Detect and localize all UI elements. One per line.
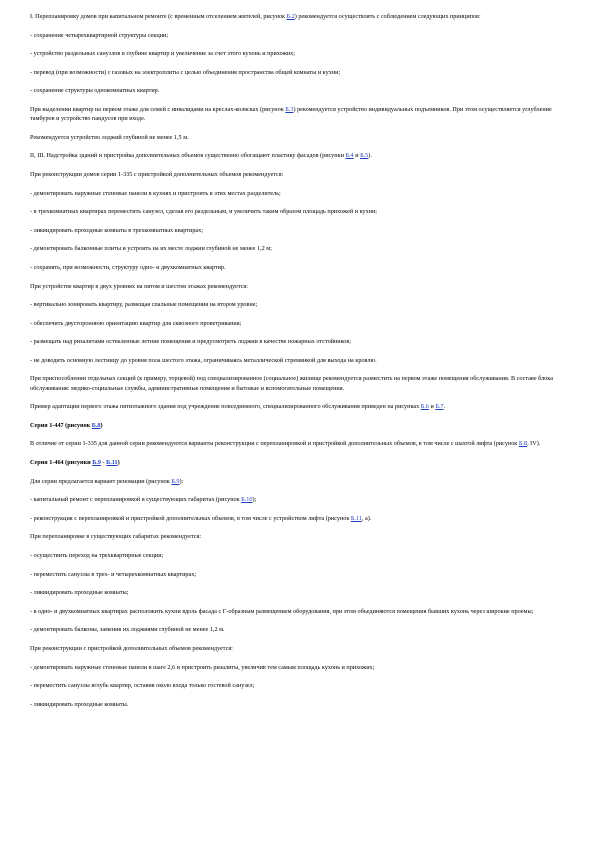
figure-link[interactable]: Б.2 bbox=[286, 13, 295, 20]
text-run: - перевод (при возможности) с газовых на электроплиты с целью объединения пространства общей комнаты и кухни; bbox=[30, 68, 341, 76]
paragraph bbox=[30, 356, 565, 365]
paragraph bbox=[30, 12, 565, 21]
paragraph bbox=[30, 244, 565, 253]
paragraph bbox=[30, 588, 565, 597]
text-run: - переместить санузлы в трех- и четырехкомнатных квартирах; bbox=[30, 570, 197, 578]
text-run: Для серии предлагается вариант реновации (рисунок bbox=[30, 477, 172, 485]
paragraph bbox=[30, 644, 565, 653]
text-run: При устройстве квартир в двух уровнях на пятом и шестом этажах рекомендуется: bbox=[30, 282, 248, 290]
text-run: - ликвидировать проходные комнаты. bbox=[30, 700, 129, 708]
text-run: - вертикально зонировать квартиру, размещая спальные помещения на втором уровне; bbox=[30, 301, 258, 309]
figure-link[interactable]: Б.9 bbox=[92, 459, 101, 467]
text-run: - демонтировать балконные плиты и устроить на их месте лоджии глубиной не менее 1,2 м; bbox=[30, 245, 272, 253]
paragraph bbox=[30, 151, 565, 160]
text-run: ). bbox=[368, 152, 372, 160]
paragraph bbox=[30, 105, 565, 123]
paragraph bbox=[30, 532, 565, 541]
text-run: При приспособлении отдельных секций (к примеру, торцевой) под специализированное (социальное) жилище рекомендуется разместить на первом этаже помещения обслуживания. В составе блока обслуживания: медико-социальные службы, административные помещения и бытовые и вспомогательные помещения. bbox=[30, 375, 553, 392]
text-run: , IV). bbox=[527, 440, 541, 448]
text-run: ): bbox=[179, 477, 184, 485]
text-run: ) рекомендуется осуществлять с соблюдением следующих принципов: bbox=[294, 13, 481, 20]
paragraph bbox=[30, 133, 565, 142]
text-run: - bbox=[100, 459, 107, 467]
text-run: - обеспечить двустороннюю ориентацию квартир для сквозного проветривания; bbox=[30, 319, 242, 327]
figure-link[interactable]: Б.3 bbox=[285, 105, 294, 113]
text-run: II, III. Надстройка зданий и пристройка дополнительных объемов существенно обогащают пластику фасадов (рисунки bbox=[30, 152, 346, 160]
paragraph bbox=[30, 551, 565, 560]
text-run: ) bbox=[117, 459, 120, 467]
paragraph bbox=[30, 570, 565, 579]
paragraph bbox=[30, 68, 565, 77]
text-run: - сохранять, при возможности, структуру одно- и двухкомнатных квартир. bbox=[30, 263, 226, 271]
figure-link[interactable]: Б.8 bbox=[518, 440, 528, 448]
paragraph bbox=[30, 86, 565, 95]
text-run: - ликвидировать проходные комнаты в трехкомнатных квартирах; bbox=[30, 226, 203, 234]
paragraph bbox=[30, 607, 565, 616]
paragraph bbox=[30, 189, 565, 198]
text-run: - капитальный ремонт с перепланировкой в существующих габаритах (рисунок bbox=[30, 496, 242, 504]
text-run: Пример адаптации первого этажа пятиэтажного здания под учреждение повседневного, специализированного обслуживания приведен на рисунках bbox=[30, 403, 421, 411]
text-run: - размещать над ризалитами остекленные летние помещения и предусмотреть лоджии в качестве пожарных отстойников; bbox=[30, 338, 352, 346]
paragraph bbox=[30, 374, 565, 392]
text-run: - ликвидировать проходные комнаты; bbox=[30, 589, 129, 597]
figure-link[interactable]: Б.10 bbox=[241, 496, 253, 504]
text-run: - устройство раздельных санузлов в глубине квартир и увеличение за счет этого кухонь и прихожих; bbox=[30, 50, 295, 58]
text-run: ) bbox=[100, 421, 103, 429]
text-run: , а). bbox=[361, 514, 372, 522]
text-run: ); bbox=[252, 496, 257, 504]
paragraph bbox=[30, 402, 565, 411]
paragraph bbox=[30, 337, 565, 346]
paragraph bbox=[30, 319, 565, 328]
text-run: - демонтировать наружные стеновые панели в кухнях и пристроить в этих местах разделитель; bbox=[30, 189, 281, 197]
figure-link[interactable]: Б.5 bbox=[360, 152, 369, 160]
document-body bbox=[30, 12, 565, 718]
section-heading bbox=[30, 458, 565, 467]
paragraph bbox=[30, 207, 565, 216]
text-run: и bbox=[353, 152, 361, 160]
paragraph bbox=[30, 226, 565, 235]
paragraph bbox=[30, 282, 565, 291]
text-run: - не доводить основную лестницу до уровня пола шестого этажа, ограничиваясь металлической стремянкой для выхода на кровлю. bbox=[30, 356, 377, 364]
figure-link[interactable]: Б.6 bbox=[420, 403, 429, 411]
figure-link[interactable]: Б.9 bbox=[171, 477, 180, 485]
paragraph bbox=[30, 514, 565, 523]
paragraph bbox=[30, 495, 565, 504]
paragraph bbox=[30, 663, 565, 672]
figure-link[interactable]: Б.4 bbox=[345, 152, 354, 160]
text-run: - демонтировать наружные стеновые панели в шаге 2,6 и пристроить ризалиты, увеличив тем самым площадь кухонь и прихожих; bbox=[30, 663, 375, 671]
text-run: - переместить санузлы вглубь квартир, оставив около входа только гостевой санузел; bbox=[30, 682, 255, 690]
paragraph bbox=[30, 300, 565, 309]
text-run: Рекомендуется устройство лоджий глубиной не менее 1,5 м. bbox=[30, 133, 189, 141]
section-heading bbox=[30, 421, 565, 430]
text-run: - осуществить переход на трехквартирные секции; bbox=[30, 552, 164, 560]
text-run: При выделении квартир на первом этаже для семей с инвалидами на креслах-колясках (рисунок bbox=[30, 105, 286, 113]
paragraph bbox=[30, 625, 565, 634]
text-run: При реконструкции с пристройкой дополнительных объемов рекомендуется: bbox=[30, 645, 233, 652]
text-run: - демонтировать балконы, заменив их лоджиями глубиной не менее 1,2 м. bbox=[30, 626, 225, 634]
paragraph bbox=[30, 700, 565, 709]
figure-link[interactable]: Б.11 bbox=[106, 459, 118, 467]
text-run: I. Перепланировку домов при капитальном ремонте (с временным отселением жителей, рисунок bbox=[30, 13, 287, 20]
paragraph bbox=[30, 263, 565, 272]
text-run: - в одно- и двухкомнатных квартирах расположить кухни вдоль фасада с Г-образным размещением оборудования, при этом объединяются помещения бывших кухонь через широкие проемы; bbox=[30, 607, 534, 615]
text-run: - сохранение четырехквартирной структуры секции; bbox=[30, 31, 169, 39]
text-run: Серия 1-447 (рисунок bbox=[30, 421, 92, 429]
paragraph bbox=[30, 439, 565, 448]
figure-link[interactable]: Б.8 bbox=[91, 421, 101, 429]
text-run: - в трехкомнатных квартирах переместить санузел, сделав его раздельным, и увеличить таким образом площадь прихожей и кухни; bbox=[30, 208, 378, 216]
paragraph bbox=[30, 49, 565, 58]
text-run: При перепланировке в существующих габаритах рекомендуется: bbox=[30, 533, 202, 541]
text-run: При реконструкции домов серии 1-335 с пристройкой дополнительных объемов рекомендуется: bbox=[30, 170, 284, 178]
text-run: - сохранение структуры однокомнатных квартир. bbox=[30, 87, 160, 95]
text-run: и bbox=[428, 403, 436, 411]
text-run: ) рекомендуется устройство индивидуальных подъемников. При этом осуществляется углубление тамбуров и устройство пандусов при входе. bbox=[30, 105, 552, 123]
text-run: . bbox=[443, 403, 446, 411]
text-run: В отличие от серии 1-335 для данной серии рекомендуются варианты реконструкции с перепланировкой и пристройкой дополнительных объемов, в том числе с шахтой лифта (рисунок bbox=[30, 440, 519, 448]
paragraph bbox=[30, 31, 565, 40]
paragraph bbox=[30, 681, 565, 690]
figure-link[interactable]: Б.11 bbox=[350, 514, 362, 522]
text-run: - реконструкция с перепланировкой и пристройкой дополнительных объемов, в том числе с устройством лифта (рисунок bbox=[30, 514, 351, 522]
paragraph bbox=[30, 477, 565, 486]
figure-link[interactable]: Б.7 bbox=[435, 403, 444, 411]
paragraph bbox=[30, 170, 565, 179]
text-run: Серия 1-464 (рисунки bbox=[30, 459, 93, 467]
